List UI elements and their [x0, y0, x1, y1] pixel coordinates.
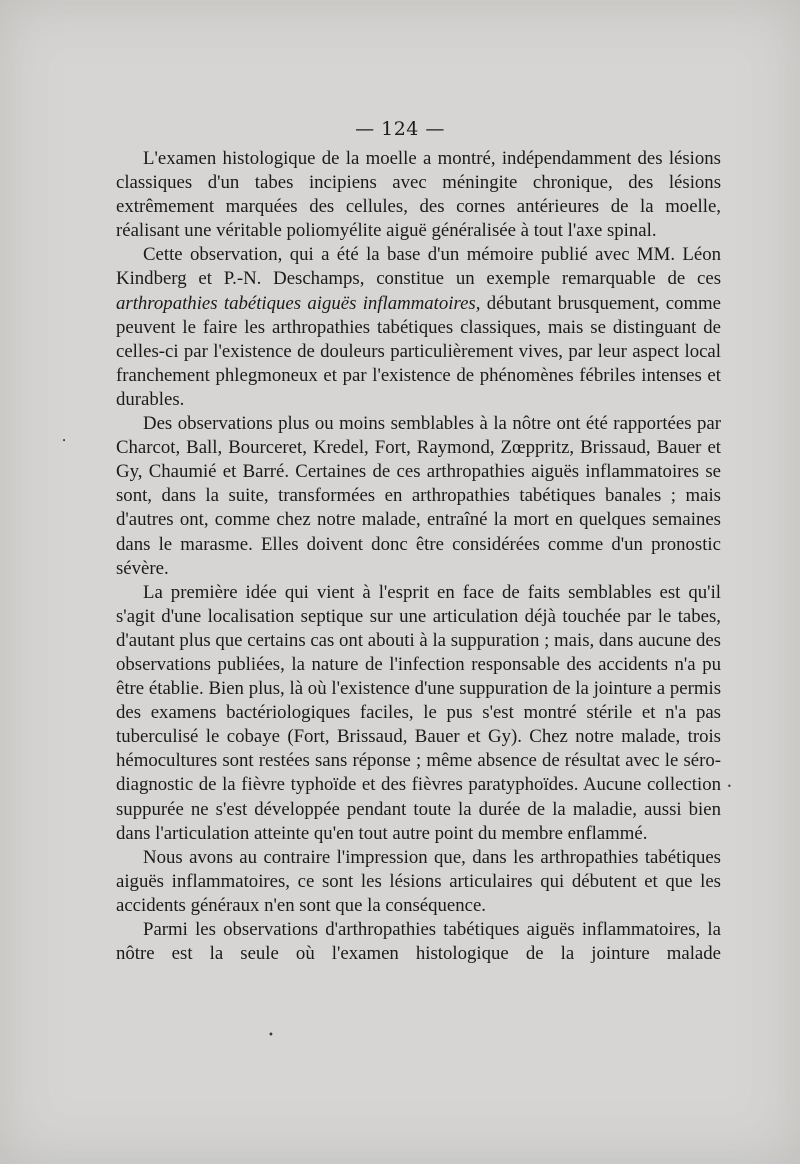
paragraph-5: Nous avons au contraire l'impression que, dans les arthropathies tabétiques aiguës inflammatoires, ce sont les lésions articulaires qui débutent et que les accidents généraux n'en sont que la conséquence.	[116, 846, 721, 916]
ink-speck: •	[62, 437, 67, 445]
paragraph-1: L'examen histologique de la moelle a montré, indépendamment des lésions classiques d'un tabes incipiens avec méningite chronique, des lésions extrêmement marquées des cellules, des cornes antérieures de la moelle, réalisant une véritable poliomyélite aiguë généralisée à tout l'axe spinal.	[116, 148, 721, 242]
page-number: — 124 —	[355, 118, 445, 140]
paragraph-6: Parmi les observations d'arthropathies tabétiques aiguës inflammatoires, la nôtre est la seule où l'examen histologique de la jointure malade	[116, 919, 721, 965]
paragraph-2-emphasis: arthropathies tabétiques aiguës inflammatoires,	[116, 292, 481, 314]
ink-speck: •	[268, 1030, 274, 1041]
paragraph-4: La première idée qui vient à l'esprit en face de faits semblables est qu'il s'agit d'une localisation septique sur une articulation déjà touchée par le tabes, d'autant plus que certains cas ont abouti à la suppuration ; mais, dans aucune des observations publiées, la nature de l'infection responsable des accidents n'a pu être établie. Bien plus, là où l'existence d'une suppuration de la jointure a permis des examens bactériologiques faciles, le pus s'est montré stérile et n'a pas tuberculisé le cobaye (Fort, Brissaud, Bauer et Gy). Chez notre malade, trois hémocultures sont restées sans réponse ; même absence de résultat avec le séro-diagnostic de la fièvre typhoïde et des fièvres paratyphoïdes. Aucune collection suppurée ne s'est développée pendant toute la durée de la maladie, aussi bien dans l'articulation atteinte qu'en tout autre point du membre enflammé.	[116, 581, 721, 844]
paragraph-2	[116, 243, 721, 412]
ink-speck: •	[727, 782, 732, 791]
paragraph-2-intro: Cette observation, qui a été la base d'un mémoire publié avec MM. Léon Kindberg et P.-N. Deschamps, constitue un exemple remarquable de ces	[116, 244, 721, 290]
body-text	[116, 147, 721, 966]
paragraph-3: Des observations plus ou moins semblables à la nôtre ont été rapportées par Charcot, Ball, Bourceret, Kredel, Fort, Raymond, Zœppritz, Brissaud, Bauer et Gy, Chaumié et Barré. Certaines de ces arthropathies aiguës inflammatoires se sont, dans la suite, transformées en arthropathies tabétiques banales ; mais d'autres ont, comme chez notre malade, entraîné la mort en quelques semaines dans le marasme. Elles doivent donc être considérées comme d'un pronostic sévère.	[116, 413, 721, 579]
paragraph-2-rest: débutant brusquement, comme peuvent le faire les arthropathies tabétiques classiques, mais se distinguant de celles-ci par l'existence de douleurs particulièrement vives, par leur aspect local franchement phlegmoneux et par l'existence de phénomènes fébriles intenses et durables.	[116, 292, 721, 410]
